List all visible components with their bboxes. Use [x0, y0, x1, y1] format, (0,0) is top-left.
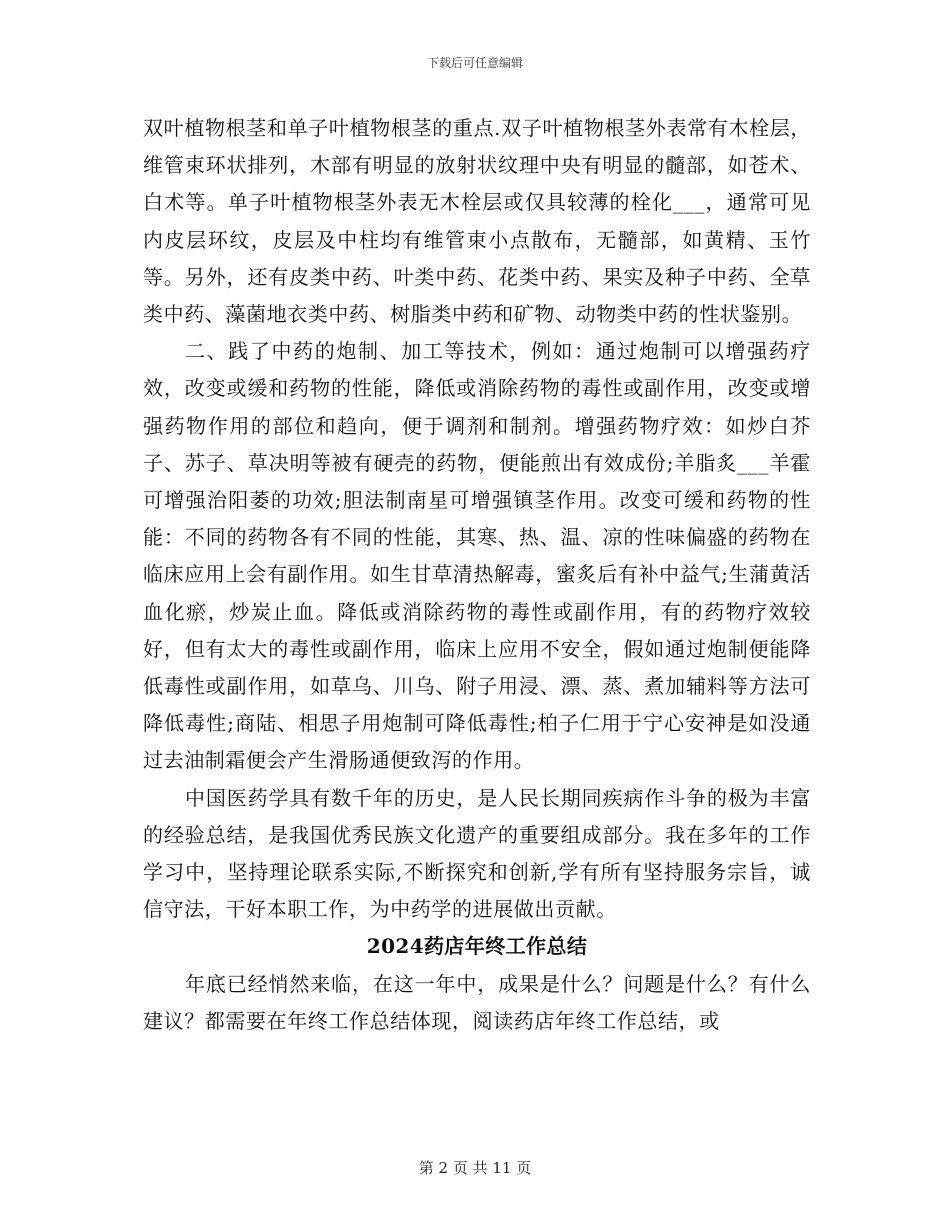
page-number-footer: 第 2 页 共 11 页	[418, 1159, 532, 1177]
paragraph-root-identification: 双叶植物根茎和单子叶植物根茎的重点.双子叶植物根茎外表常有木栓层，维管束环状排列，木部有明显的放射状纹理中央有明显的髓部，如苍术、白术等。单子叶植物根茎外表无木栓层或仅具较薄的栓化___，通常可见内皮层环纹，皮层及中柱均有维管束小点散布，无髓部，如黄精、玉竹等。另外，还有皮类中药、叶类中药、花类中药、果实及种子中药、全草类中药、藻菌地衣类中药、树脂类中药和矿物、动物类中药的性状鉴别。	[143, 116, 811, 327]
section-title: 2024药店年终工作总结	[366, 934, 588, 959]
page-header: 下载后可任意编辑	[426, 56, 523, 70]
paragraph-summary-intro: 年底已经悄然来临，在这一年中，成果是什么？问题是什么？有什么建议？都需要在年终工作总结体现，阅读药店年终工作总结，或	[143, 971, 811, 1033]
paragraph-processing-techniques: 二、践了中药的炮制、加工等技术，例如：通过炮制可以增强药疗效，改变或缓和药物的性能，降低或消除药物的毒性或副作用，改变或增强药物作用的部位和趋向，便于调剂和制剂。增强药物疗效：如炒白芥子、苏子、草决明等被有硬壳的药物，便能煎出有效成份;羊脂炙___羊霍可增强治阳萎的功效;胆法制南星可增强镇茎作用。改变可缓和药物的性能：不同的药物各有不同的性能，其寒、热、温、凉的性味偏盛的药物在临床应用上会有副作用。如生甘草清热解毒，蜜炙后有补中益气;生蒲黄活血化瘀，炒炭止血。降低或消除药物的毒性或副作用，有的药物疗效较好，但有太大的毒性或副作用，临床上应用不安全，假如通过炮制便能降低毒性或副作用，如草乌、川乌、附子用浸、漂、蒸、煮加辅料等方法可降低毒性;商陆、相思子用炮制可降低毒性;柏子仁用于宁心安神是如没通过去油制霜便会产生滑肠通便致泻的作用。	[143, 339, 811, 773]
paragraph-conclusion: 中国医药学具有数千年的历史，是人民长期同疾病作斗争的极为丰富的经验总结，是我国优秀民族文化遗产的重要组成部分。我在多年的工作学习中，坚持理论联系实际,不断探究和创新,学有所有坚持服务宗旨，诚信守法，干好本职工作，为中药学的进展做出贡献。	[143, 785, 811, 922]
document-body	[143, 110, 811, 1040]
